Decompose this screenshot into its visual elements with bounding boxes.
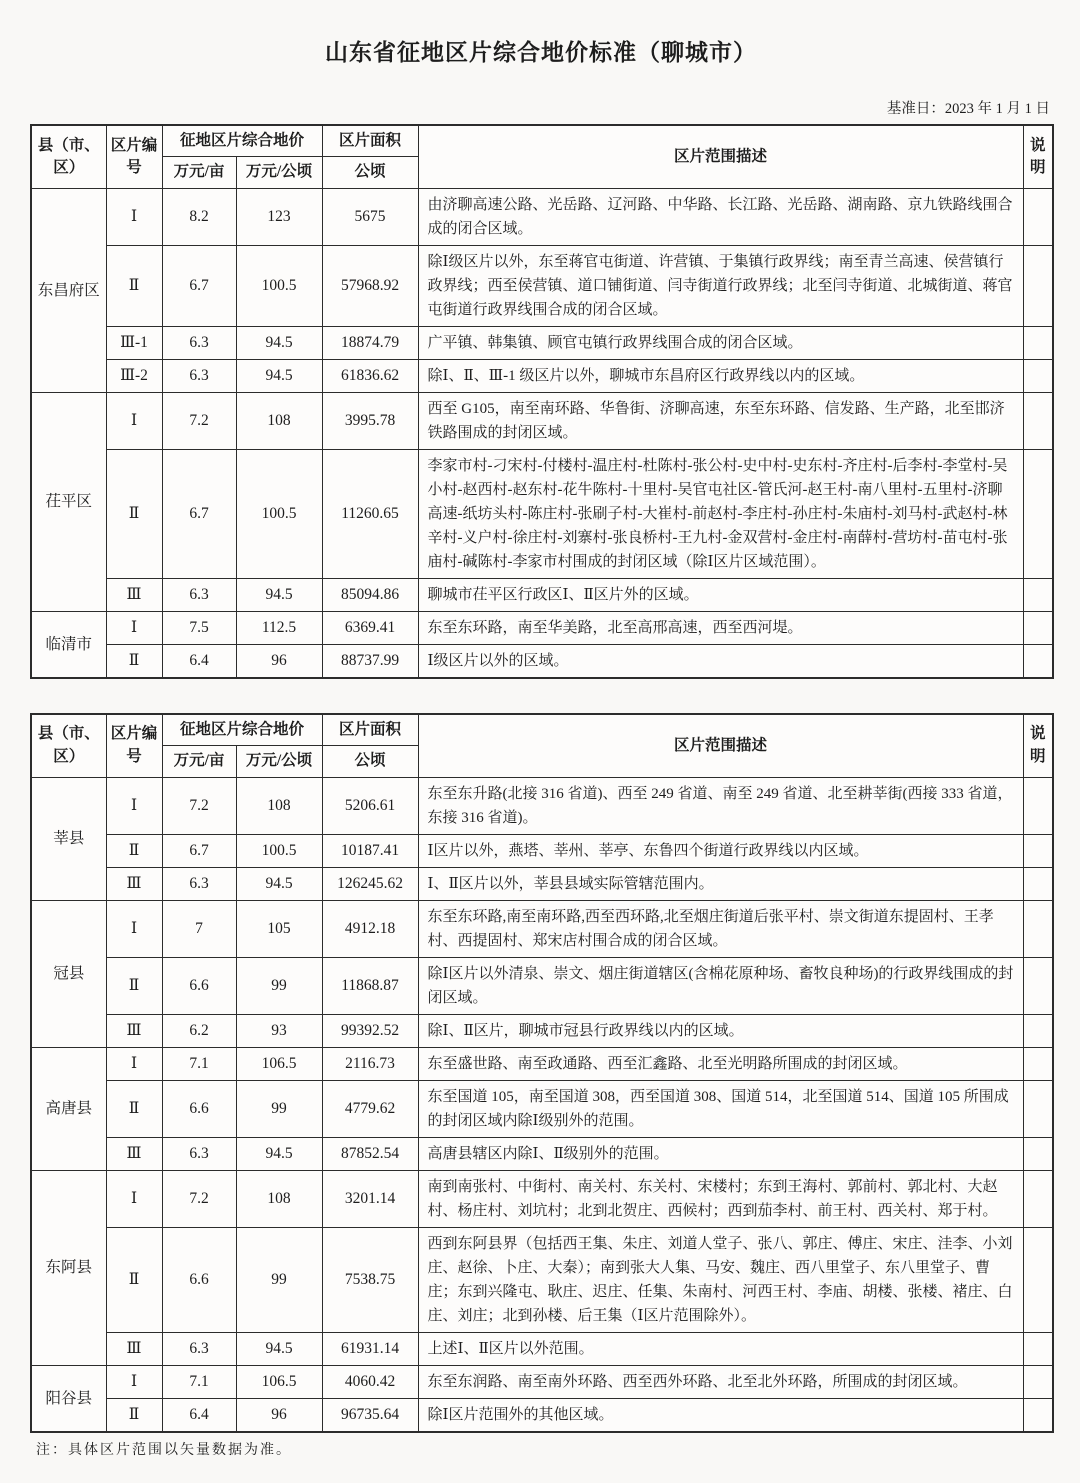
area-cell: 18874.79	[322, 326, 418, 359]
table-row	[31, 1332, 1053, 1365]
price-ha-cell: 100.5	[236, 245, 322, 326]
header-zone: 区片编号	[106, 714, 162, 777]
price-ha-cell: 94.5	[236, 1137, 322, 1170]
header-county: 县（市、区）	[31, 125, 106, 188]
zone-cell: Ⅰ	[106, 777, 162, 834]
area-cell: 88737.99	[322, 644, 418, 678]
header-price-mu: 万元/亩	[162, 746, 236, 777]
zone-cell: Ⅲ	[106, 1137, 162, 1170]
note-cell	[1023, 1365, 1053, 1398]
header-price-group: 征地区片综合地价	[162, 714, 322, 746]
zone-cell: Ⅲ	[106, 1014, 162, 1047]
desc-cell: Ⅰ、Ⅱ区片以外，莘县县域实际管辖范围内。	[418, 867, 1023, 900]
area-cell: 5675	[322, 188, 418, 245]
desc-cell: 高唐县辖区内除Ⅰ、Ⅱ级别外的范围。	[418, 1137, 1023, 1170]
table-row	[31, 777, 1053, 834]
table-header	[31, 714, 1053, 777]
area-cell: 3995.78	[322, 392, 418, 449]
desc-cell: 东至盛世路、南至政通路、西至汇鑫路、北至光明路所围成的封闭区域。	[418, 1047, 1023, 1080]
note-cell	[1023, 644, 1053, 678]
price-mu-cell: 7.2	[162, 1170, 236, 1227]
price-ha-cell: 94.5	[236, 1332, 322, 1365]
desc-cell: 上述Ⅰ、Ⅱ区片以外范围。	[418, 1332, 1023, 1365]
table-row	[31, 611, 1053, 644]
price-ha-cell: 100.5	[236, 834, 322, 867]
desc-cell: Ⅰ级区片以外的区域。	[418, 644, 1023, 678]
price-ha-cell: 108	[236, 392, 322, 449]
desc-cell: 东至东环路，南至华美路，北至高邢高速，西至西河堤。	[418, 611, 1023, 644]
price-ha-cell: 94.5	[236, 578, 322, 611]
price-ha-cell: 112.5	[236, 611, 322, 644]
table-row	[31, 326, 1053, 359]
price-table-lower	[30, 713, 1054, 1433]
price-ha-cell: 96	[236, 644, 322, 678]
table-row	[31, 834, 1053, 867]
price-mu-cell: 6.3	[162, 1332, 236, 1365]
note-cell	[1023, 611, 1053, 644]
area-cell: 3201.14	[322, 1170, 418, 1227]
price-ha-cell: 108	[236, 777, 322, 834]
zone-cell: Ⅲ	[106, 867, 162, 900]
table-row	[31, 1365, 1053, 1398]
zone-cell: Ⅱ	[106, 449, 162, 578]
note-cell	[1023, 188, 1053, 245]
area-cell: 7538.75	[322, 1227, 418, 1332]
footnote: 注：具体区片范围以矢量数据为准。	[36, 1442, 292, 1458]
desc-cell: 除Ⅰ、Ⅱ区片，聊城市冠县行政界线以内的区域。	[418, 1014, 1023, 1047]
header-area-group: 区片面积	[322, 125, 418, 157]
table-row	[31, 1227, 1053, 1332]
note-cell	[1023, 1227, 1053, 1332]
zone-cell: Ⅰ	[106, 188, 162, 245]
table-row	[31, 359, 1053, 392]
price-ha-cell: 106.5	[236, 1047, 322, 1080]
header-price-ha: 万元/公顷	[236, 157, 322, 188]
header-desc: 区片范围描述	[418, 714, 1023, 777]
area-cell: 4779.62	[322, 1080, 418, 1137]
price-mu-cell: 7.2	[162, 777, 236, 834]
desc-cell: Ⅰ区片以外，燕塔、莘州、莘亭、东鲁四个街道行政界线以内区域。	[418, 834, 1023, 867]
price-mu-cell: 6.6	[162, 1227, 236, 1332]
area-cell: 57968.92	[322, 245, 418, 326]
table-row	[31, 867, 1053, 900]
table-row	[31, 1014, 1053, 1047]
table-row	[31, 957, 1053, 1014]
desc-cell: 南到南张村、中街村、南关村、东关村、宋楼村；东到王海村、郭前村、郭北村、大赵村、杨庄村、刘坑村；北到北贺庄、西候村；西到茄李村、前王村、西关村、郑于村。	[418, 1170, 1023, 1227]
table-row	[31, 1080, 1053, 1137]
area-cell: 126245.62	[322, 867, 418, 900]
county-cell: 冠县	[31, 900, 106, 1047]
price-ha-cell: 106.5	[236, 1365, 322, 1398]
price-mu-cell: 6.6	[162, 957, 236, 1014]
zone-cell: Ⅰ	[106, 392, 162, 449]
county-cell: 莘县	[31, 777, 106, 900]
zone-cell: Ⅱ	[106, 957, 162, 1014]
zone-cell: Ⅲ-1	[106, 326, 162, 359]
price-ha-cell: 105	[236, 900, 322, 957]
table-row	[31, 1170, 1053, 1227]
price-mu-cell: 7.1	[162, 1365, 236, 1398]
table-row	[31, 900, 1053, 957]
desc-cell: 西到东阿县界（包括西王集、朱庄、刘道人堂子、张八、郭庄、傅庄、宋庄、洼李、小刘庄、赵徐、卜庄、大秦）；南到张大人集、马安、魏庄、西八里堂子、东八里堂子、曹庄；东到兴隆屯、耿庄、迟庄、任集、朱南村、河西王村、李庙、胡楼、张楼、褚庄、白庄、刘庄；北到孙楼、后王集（Ⅰ区片范围除外）。	[418, 1227, 1023, 1332]
desc-cell: 由济聊高速公路、光岳路、辽河路、中华路、长江路、光岳路、湖南路、京九铁路线围合成的闭合区域。	[418, 188, 1023, 245]
area-cell: 99392.52	[322, 1014, 418, 1047]
area-cell: 4060.42	[322, 1365, 418, 1398]
area-cell: 87852.54	[322, 1137, 418, 1170]
area-cell: 61931.14	[322, 1332, 418, 1365]
price-table-upper	[30, 124, 1054, 679]
header-area-group: 区片面积	[322, 714, 418, 746]
price-mu-cell: 6.6	[162, 1080, 236, 1137]
county-cell: 高唐县	[31, 1047, 106, 1170]
desc-cell: 东至东升路(北接 316 省道)、西至 249 省道、南至 249 省道、北至耕莘街(西接 333 省道，东接 316 省道)。	[418, 777, 1023, 834]
price-ha-cell: 108	[236, 1170, 322, 1227]
desc-cell: 除Ⅰ、Ⅱ、Ⅲ-1 级区片以外，聊城市东昌府区行政界线以内的区域。	[418, 359, 1023, 392]
header-area-unit: 公顷	[322, 157, 418, 188]
area-cell: 96735.64	[322, 1398, 418, 1432]
desc-cell: 聊城市茌平区行政区Ⅰ、Ⅱ区片外的区域。	[418, 578, 1023, 611]
zone-cell: Ⅱ	[106, 644, 162, 678]
note-cell	[1023, 777, 1053, 834]
note-cell	[1023, 1080, 1053, 1137]
price-ha-cell: 94.5	[236, 326, 322, 359]
desc-cell: 东至东环路,南至南环路,西至西环路,北至烟庄街道后张平村、崇文街道东提固村、王孝村、西提固村、郑宋店村围合成的闭合区域。	[418, 900, 1023, 957]
table-row	[31, 188, 1053, 245]
desc-cell: 除Ⅰ级区片以外，东至蒋官屯街道、许营镇、于集镇行政界线；南至青兰高速、侯营镇行政界线；西至侯营镇、道口铺街道、闫寺街道行政界线；北至闫寺街道、北城街道、蒋官屯街道行政界线围合成的闭合区域。	[418, 245, 1023, 326]
note-cell	[1023, 957, 1053, 1014]
area-cell: 4912.18	[322, 900, 418, 957]
note-cell	[1023, 867, 1053, 900]
zone-cell: Ⅱ	[106, 1398, 162, 1432]
header-price-mu: 万元/亩	[162, 157, 236, 188]
price-mu-cell: 6.3	[162, 578, 236, 611]
note-cell	[1023, 1137, 1053, 1170]
zone-cell: Ⅲ-2	[106, 359, 162, 392]
desc-cell: 西至 G105，南至南环路、华鲁街、济聊高速，东至东环路、信发路、生产路，北至邯济铁路围成的封闭区域。	[418, 392, 1023, 449]
price-mu-cell: 6.3	[162, 359, 236, 392]
zone-cell: Ⅰ	[106, 1170, 162, 1227]
note-cell	[1023, 359, 1053, 392]
zone-cell: Ⅰ	[106, 900, 162, 957]
table-row	[31, 1398, 1053, 1432]
zone-cell: Ⅰ	[106, 1365, 162, 1398]
price-ha-cell: 96	[236, 1398, 322, 1432]
table-row	[31, 245, 1053, 326]
table-row	[31, 578, 1053, 611]
note-cell	[1023, 1398, 1053, 1432]
price-mu-cell: 6.3	[162, 867, 236, 900]
note-cell	[1023, 245, 1053, 326]
price-mu-cell: 7.1	[162, 1047, 236, 1080]
header-price-ha: 万元/公顷	[236, 746, 322, 777]
note-cell	[1023, 834, 1053, 867]
price-ha-cell: 93	[236, 1014, 322, 1047]
area-cell: 5206.61	[322, 777, 418, 834]
area-cell: 61836.62	[322, 359, 418, 392]
table-header	[31, 125, 1053, 188]
price-ha-cell: 99	[236, 1080, 322, 1137]
county-cell: 临清市	[31, 611, 106, 678]
zone-cell: Ⅱ	[106, 245, 162, 326]
price-ha-cell: 99	[236, 957, 322, 1014]
note-cell	[1023, 900, 1053, 957]
zone-cell: Ⅰ	[106, 1047, 162, 1080]
desc-cell: 东至国道 105，南至国道 308，西至国道 308、国道 514，北至国道 514、国道 105 所围成的封闭区域内除Ⅰ级别外的范围。	[418, 1080, 1023, 1137]
area-cell: 2116.73	[322, 1047, 418, 1080]
area-cell: 11260.65	[322, 449, 418, 578]
price-ha-cell: 94.5	[236, 359, 322, 392]
table-row	[31, 449, 1053, 578]
price-ha-cell: 94.5	[236, 867, 322, 900]
price-mu-cell: 7	[162, 900, 236, 957]
note-cell	[1023, 1014, 1053, 1047]
price-mu-cell: 6.3	[162, 1137, 236, 1170]
zone-cell: Ⅲ	[106, 578, 162, 611]
desc-cell: 李家市村-刁宋村-付楼村-温庄村-杜陈村-张公村-史中村-史东村-齐庄村-后李村-李堂村-吴小村-赵西村-赵东村-花牛陈村-十里村-吴官屯社区-管氏河-赵王村-南八里村-五里村-济聊高速-纸坊头村-陈庄村-张刷子村-大崔村-前赵村-李庄村-孙庄村-朱庙村-刘马村-武赵村-林辛村-义户村-徐庄村-刘寨村-张良桥村-王九村-金双营村-金庄村-南薛村-营坊村-苗屯村-张庙村-碱陈村-李家市村围成的封闭区域（除Ⅰ区片区域范围）。	[418, 449, 1023, 578]
note-cell	[1023, 326, 1053, 359]
desc-cell: 除Ⅰ区片以外清泉、崇文、烟庄街道辖区(含棉花原种场、畜牧良种场)的行政界线围成的封闭区域。	[418, 957, 1023, 1014]
county-cell: 东阿县	[31, 1170, 106, 1365]
header-county: 县（市、区）	[31, 714, 106, 777]
header-notes: 说明	[1023, 125, 1053, 188]
price-mu-cell: 6.3	[162, 326, 236, 359]
desc-cell: 除Ⅰ区片范围外的其他区域。	[418, 1398, 1023, 1432]
header-zone: 区片编号	[106, 125, 162, 188]
desc-cell: 广平镇、韩集镇、顾官屯镇行政界线围合成的闭合区域。	[418, 326, 1023, 359]
base-date-label: 基准日：2023 年 1 月 1 日	[886, 101, 1050, 117]
price-ha-cell: 123	[236, 188, 322, 245]
price-ha-cell: 99	[236, 1227, 322, 1332]
price-mu-cell: 6.4	[162, 1398, 236, 1432]
zone-cell: Ⅲ	[106, 1332, 162, 1365]
note-cell	[1023, 1047, 1053, 1080]
zone-cell: Ⅱ	[106, 1227, 162, 1332]
price-mu-cell: 8.2	[162, 188, 236, 245]
area-cell: 6369.41	[322, 611, 418, 644]
table-row	[31, 392, 1053, 449]
header-price-group: 征地区片综合地价	[162, 125, 322, 157]
table-row	[31, 644, 1053, 678]
note-cell	[1023, 1332, 1053, 1365]
table-row	[31, 1137, 1053, 1170]
zone-cell: Ⅱ	[106, 834, 162, 867]
area-cell: 11868.87	[322, 957, 418, 1014]
note-cell	[1023, 449, 1053, 578]
price-ha-cell: 100.5	[236, 449, 322, 578]
note-cell	[1023, 578, 1053, 611]
desc-cell: 东至东润路、南至南外环路、西至西外环路、北至北外环路，所围成的封闭区域。	[418, 1365, 1023, 1398]
area-cell: 10187.41	[322, 834, 418, 867]
price-mu-cell: 6.7	[162, 245, 236, 326]
price-mu-cell: 7.5	[162, 611, 236, 644]
table-row	[31, 1047, 1053, 1080]
note-cell	[1023, 392, 1053, 449]
price-mu-cell: 6.2	[162, 1014, 236, 1047]
price-mu-cell: 7.2	[162, 392, 236, 449]
price-mu-cell: 6.7	[162, 834, 236, 867]
county-cell: 阳谷县	[31, 1365, 106, 1432]
zone-cell: Ⅱ	[106, 1080, 162, 1137]
price-mu-cell: 6.7	[162, 449, 236, 578]
zone-cell: Ⅰ	[106, 611, 162, 644]
header-area-unit: 公顷	[322, 746, 418, 777]
page-title: 山东省征地区片综合地价标准（聊城市）	[325, 40, 757, 65]
header-desc: 区片范围描述	[418, 125, 1023, 188]
note-cell	[1023, 1170, 1053, 1227]
price-mu-cell: 6.4	[162, 644, 236, 678]
county-cell: 茌平区	[31, 392, 106, 611]
header-notes: 说明	[1023, 714, 1053, 777]
county-cell: 东昌府区	[31, 188, 106, 392]
area-cell: 85094.86	[322, 578, 418, 611]
